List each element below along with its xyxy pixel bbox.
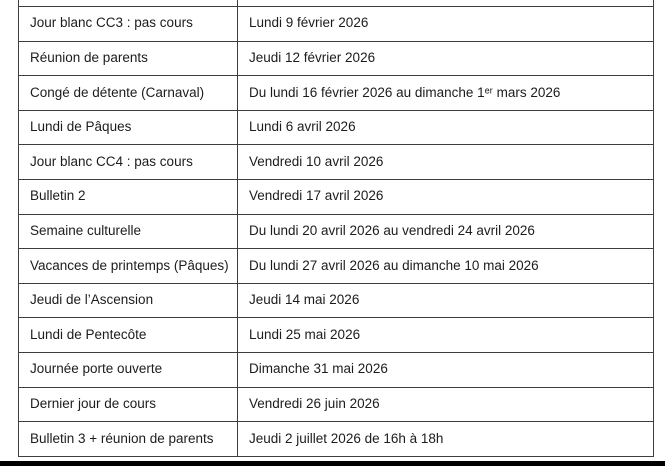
calendar-table: [18, 0, 654, 457]
date-cell: Du lundi 20 avril 2026 au vendredi 24 avril 2026: [249, 222, 535, 238]
date-cell: Lundi 25 mai 2026: [249, 326, 361, 342]
event-cell: Lundi de Pâques: [19, 111, 238, 145]
event-cell: Jeudi de l’Ascension: [19, 284, 238, 318]
page-bottom-edge-bar: [0, 461, 665, 466]
date-cell: Jeudi 12 février 2026: [249, 49, 376, 65]
date-cell: Jeudi 14 mai 2026: [249, 292, 360, 308]
table-row: [19, 6, 653, 41]
table-row: [19, 421, 653, 456]
event-cell: Bulletin 2: [19, 180, 238, 214]
event-cell: Lundi de Pentecôte: [19, 318, 238, 352]
date-cell: Dimanche 31 mai 2026: [249, 361, 388, 377]
event-cell: Réunion de parents: [19, 42, 238, 76]
event-cell: Bulletin 3 + réunion de parents: [19, 422, 238, 456]
table-row: [19, 75, 653, 110]
table-row: [19, 144, 653, 179]
event-cell: Dernier jour de cours: [19, 388, 238, 422]
event-cell: Journée porte ouverte: [19, 353, 238, 387]
event-cell: Vacances de printemps (Pâques): [19, 249, 238, 283]
table-row: [19, 317, 653, 352]
table-row: [19, 387, 653, 422]
date-cell: [238, 0, 653, 6]
table-row: [19, 214, 653, 249]
date-cell: Du lundi 16 février 2026 au dimanche 1ᵉʳ mars 2026: [249, 84, 561, 100]
table-row: [19, 248, 653, 283]
date-cell: Vendredi 10 avril 2026: [249, 153, 384, 169]
table-row: [19, 41, 653, 76]
table-row: [19, 110, 653, 145]
table-row: [19, 283, 653, 318]
event-cell: Congé de détente (Carnaval): [19, 76, 238, 110]
date-cell: Du lundi 27 avril 2026 au dimanche 10 mai 2026: [249, 257, 539, 273]
event-cell: Jour blanc CC3 : pas cours: [19, 7, 238, 41]
date-cell: Vendredi 26 juin 2026: [249, 395, 380, 411]
date-cell: Jeudi 2 juillet 2026 de 16h à 18h: [249, 430, 444, 446]
event-cell: Semaine culturelle: [19, 215, 238, 249]
date-cell: Lundi 9 février 2026: [249, 15, 369, 31]
date-cell: Lundi 6 avril 2026: [249, 119, 356, 135]
event-cell: [19, 0, 238, 6]
table-row-cropped-top: [19, 0, 653, 6]
event-cell: Jour blanc CC4 : pas cours: [19, 145, 238, 179]
table-row: [19, 352, 653, 387]
date-cell: Vendredi 17 avril 2026: [249, 188, 384, 204]
table-row: [19, 179, 653, 214]
